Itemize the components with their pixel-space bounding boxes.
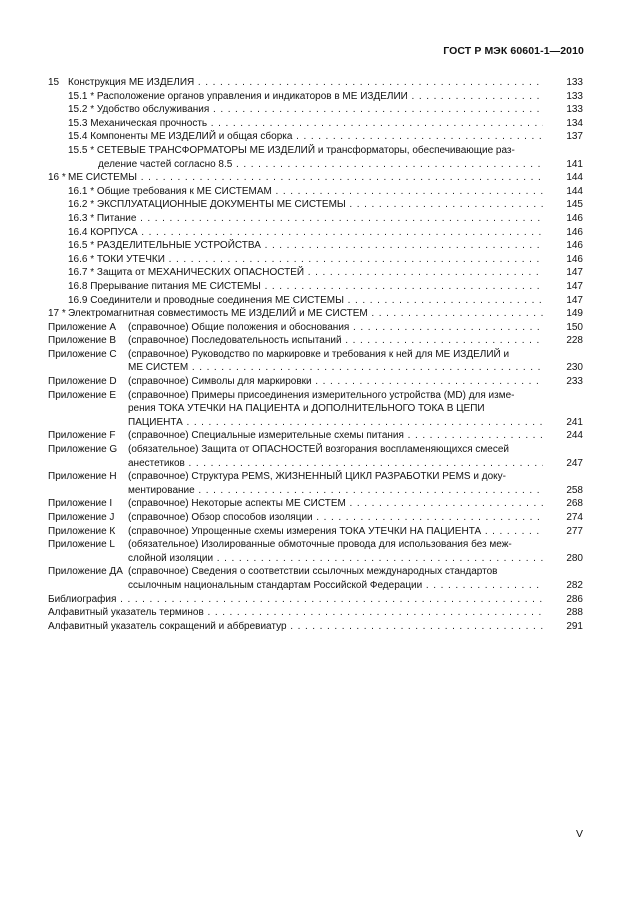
toc-entry-text: 16.1 * Общие требования к МЕ СИСТЕМАМ . . . xyxy=(48,186,543,197)
appendix-label: Приложение F xyxy=(48,430,116,442)
toc-entry-text: 16.4 КОРПУСА . . . xyxy=(48,227,543,238)
appendix-label: Приложение I xyxy=(48,498,113,510)
toc-entry xyxy=(48,117,583,131)
toc-entry-title xyxy=(48,90,543,104)
toc-entry-page: 149 xyxy=(566,308,583,320)
toc-entry xyxy=(48,130,583,144)
toc-entry-page: 147 xyxy=(566,294,583,306)
appendix-label: Приложение В xyxy=(48,335,117,347)
toc-entry-page: 146 xyxy=(566,240,583,252)
appendix-label: Приложение С xyxy=(48,348,117,360)
toc-entry-title xyxy=(48,470,543,484)
toc-entry-title xyxy=(48,185,543,199)
toc-entry xyxy=(48,321,583,335)
toc-entry xyxy=(48,348,583,362)
toc-entry-page: 277 xyxy=(566,525,583,537)
toc-entry-page: 286 xyxy=(566,593,583,605)
toc-entry-page: 228 xyxy=(566,335,583,347)
toc-entry-page: 282 xyxy=(566,579,583,591)
appendix-label: Приложение J xyxy=(48,512,115,523)
toc-entry-continuation xyxy=(48,484,583,498)
toc-entry-title xyxy=(48,538,543,552)
toc-entry-title xyxy=(48,565,543,579)
toc-entry-title xyxy=(48,171,543,185)
toc-entry xyxy=(48,103,583,117)
toc-entry-title xyxy=(48,294,543,308)
toc-entry-page: 268 xyxy=(566,498,583,510)
toc-entry-text: (справочное) Последовательность испытаний . . . xyxy=(128,335,543,346)
toc-entry-text: Конструкция МЕ ИЗДЕЛИЯ . . . xyxy=(68,77,543,88)
toc-entry-text: (обязательное) Изолированные обмоточные провода для использования без меж- xyxy=(128,539,512,551)
toc-entry-title xyxy=(48,117,543,131)
toc-entry-continuation-text xyxy=(48,457,543,471)
toc-entry-page: 146 xyxy=(566,212,583,224)
toc-entry xyxy=(48,606,583,620)
toc-entry-page: 133 xyxy=(566,90,583,102)
toc-entry-continuation xyxy=(48,158,583,172)
toc-entry-page: 150 xyxy=(566,321,583,333)
toc-entry-text-continued: ссылочным национальным стандартам Российской Федерации . . . xyxy=(48,580,543,591)
table-of-contents xyxy=(48,76,583,633)
toc-entry-text: 16.7 * Защита от МЕХАНИЧЕСКИХ ОПАСНОСТЕЙ . . . xyxy=(48,267,543,278)
toc-entry-text-continued: рения ТОКА УТЕЧКИ НА ПАЦИЕНТА и ДОПОЛНИТЕЛЬНОГО ТОКА В ЦЕПИ xyxy=(128,403,485,415)
toc-entry-text-continued: ПАЦИЕНТА . . . xyxy=(48,417,543,428)
toc-entry-page: 280 xyxy=(566,552,583,564)
document-header: ГОСТ Р МЭК 60601-1—2010 xyxy=(443,45,584,57)
toc-entry-page: 241 xyxy=(566,416,583,428)
toc-entry-continuation-text xyxy=(48,579,543,593)
appendix-label: Приложение ДА xyxy=(48,566,123,578)
appendix-label: Приложение D xyxy=(48,376,117,388)
toc-entry-title xyxy=(48,525,543,539)
toc-entry-title xyxy=(48,130,543,144)
toc-entry-title xyxy=(48,334,543,348)
toc-entry-continuation xyxy=(48,416,583,430)
toc-entry xyxy=(48,294,583,308)
toc-entry xyxy=(48,76,583,90)
toc-entry-title xyxy=(48,212,543,226)
toc-entry xyxy=(48,212,583,226)
toc-entry-text: (справочное) Сведения о соответствии ссылочных международных стандартов xyxy=(128,566,498,578)
toc-entry-title xyxy=(48,307,543,321)
toc-entry-title xyxy=(48,606,543,620)
toc-entry-page: 146 xyxy=(566,226,583,238)
toc-entry-text-continued: анестетиков . . . xyxy=(48,458,543,469)
toc-entry-text: Алфавитный указатель терминов . . . xyxy=(48,607,543,618)
toc-entry-page: 258 xyxy=(566,484,583,496)
toc-entry xyxy=(48,375,583,389)
toc-entry-text: 16.8 Прерывание питания МЕ СИСТЕМЫ . . . xyxy=(48,281,543,292)
toc-entry-text: Электромагнитная совместимость МЕ ИЗДЕЛИЙ и МЕ СИСТЕМ . . . xyxy=(68,308,543,319)
toc-entry-continuation-text xyxy=(48,402,543,416)
toc-entry xyxy=(48,389,583,403)
appendix-label: Приложение G xyxy=(48,444,118,456)
toc-entry-page: 133 xyxy=(566,104,583,116)
toc-entry-text-continued: ментирование . . . xyxy=(48,485,543,496)
toc-entry-text: (справочное) Упрощенные схемы измерения ТОКА УТЕЧКИ НА ПАЦИЕНТА . . . xyxy=(128,526,543,537)
toc-entry-title xyxy=(48,76,543,90)
toc-entry-text: 15.2 * Удобство обслуживания . . . xyxy=(48,104,543,115)
toc-entry-continuation-text xyxy=(48,361,543,375)
toc-entry-page: 247 xyxy=(566,457,583,469)
toc-entry-page: 147 xyxy=(566,280,583,292)
toc-entry-title xyxy=(48,375,543,389)
toc-entry-title xyxy=(48,253,543,267)
toc-entry-text: 16.3 * Питание . . . xyxy=(48,213,543,224)
toc-entry xyxy=(48,185,583,199)
toc-entry xyxy=(48,565,583,579)
toc-entry-page: 133 xyxy=(566,77,583,88)
toc-entry-continuation-text xyxy=(48,416,543,430)
toc-entry-number: 15 xyxy=(48,77,60,88)
toc-entry xyxy=(48,198,583,212)
toc-entry-text: (справочное) Примеры присоединения измерительного устройства (MD) для изме- xyxy=(128,389,515,401)
toc-entry-page: 146 xyxy=(566,253,583,265)
toc-entry-page: 233 xyxy=(566,376,583,388)
toc-entry xyxy=(48,497,583,511)
toc-entry-title xyxy=(48,389,543,403)
toc-entry-title xyxy=(48,198,543,212)
toc-entry-text: 16.9 Соединители и проводные соединения МЕ СИСТЕМЫ . . . xyxy=(48,295,543,306)
toc-entry-continuation xyxy=(48,579,583,593)
toc-entry xyxy=(48,593,583,607)
toc-entry-text: Алфавитный указатель сокращений и аббревиатур . . . xyxy=(48,621,543,632)
toc-entry-title xyxy=(48,620,543,634)
toc-entry xyxy=(48,429,583,443)
toc-entry xyxy=(48,470,583,484)
toc-entry-title xyxy=(48,429,543,443)
toc-entry-text: 16.5 * РАЗДЕЛИТЕЛЬНЫЕ УСТРОЙСТВА . . . xyxy=(48,240,543,251)
toc-entry-continuation xyxy=(48,361,583,375)
toc-entry-title xyxy=(48,103,543,117)
toc-entry-title xyxy=(48,144,543,158)
toc-entry-continuation-text xyxy=(48,484,543,498)
toc-entry-title xyxy=(48,348,543,362)
toc-entry xyxy=(48,620,583,634)
toc-entry-text: 15.3 Механическая прочность . . . xyxy=(48,118,543,129)
toc-entry-title xyxy=(48,266,543,280)
toc-entry-page: 230 xyxy=(566,362,583,374)
toc-entry xyxy=(48,266,583,280)
toc-entry-text-continued: слойной изоляции . . . xyxy=(48,553,543,564)
toc-entry-title xyxy=(48,497,543,511)
toc-entry-title xyxy=(48,239,543,253)
toc-entry-title xyxy=(48,280,543,294)
appendix-label: Приложение А xyxy=(48,321,117,333)
toc-entry-text: (справочное) Общие положения и обоснования . . . xyxy=(128,322,543,333)
toc-entry-number: 16 * xyxy=(48,172,66,184)
toc-entry xyxy=(48,144,583,158)
toc-entry-continuation xyxy=(48,402,583,416)
toc-entry-text: 15.5 * СЕТЕВЫЕ ТРАНСФОРМАТОРЫ МЕ ИЗДЕЛИЙ и трансформаторы, обеспечивающие раз- xyxy=(68,144,515,156)
toc-entry-text-continued: деление частей согласно 8.5 . . . xyxy=(48,159,543,170)
appendix-label: Приложение Е xyxy=(48,389,117,401)
toc-entry-text: 15.1 * Расположение органов управления и индикаторов в МЕ ИЗДЕЛИИ . . . xyxy=(48,91,543,102)
toc-entry-text: (справочное) Структура PEMS, ЖИЗНЕННЫЙ ЦИКЛ РАЗРАБОТКИ PEMS и доку- xyxy=(128,471,506,483)
toc-entry-page: 244 xyxy=(566,430,583,442)
toc-entry-title xyxy=(48,226,543,240)
toc-entry-text: 16.2 * ЭКСПЛУАТАЦИОННЫЕ ДОКУМЕНТЫ МЕ СИСТЕМЫ . . . xyxy=(48,199,543,210)
toc-entry-title xyxy=(48,443,543,457)
toc-entry xyxy=(48,226,583,240)
toc-entry xyxy=(48,443,583,457)
appendix-label: Приложение L xyxy=(48,539,115,551)
toc-entry-text: (справочное) Специальные измерительные схемы питания . . . xyxy=(128,430,543,441)
toc-entry xyxy=(48,253,583,267)
toc-entry xyxy=(48,307,583,321)
toc-entry xyxy=(48,90,583,104)
toc-entry xyxy=(48,239,583,253)
toc-entry-text: (справочное) Руководство по маркировке и требования к ней для МЕ ИЗДЕЛИЙ и xyxy=(128,348,510,360)
toc-entry-text: (справочное) Символы для маркировки . . . xyxy=(128,376,543,387)
toc-entry xyxy=(48,525,583,539)
toc-entry-continuation-text xyxy=(48,552,543,566)
toc-entry xyxy=(48,511,583,525)
toc-entry-text: (обязательное) Защита от ОПАСНОСТЕЙ возгорания воспламеняющихся смесей xyxy=(128,444,510,456)
toc-entry-text-continued: МЕ СИСТЕМ . . . xyxy=(48,362,543,373)
toc-entry-page: 145 xyxy=(566,199,583,211)
toc-entry-page: 291 xyxy=(566,620,583,632)
toc-entry-text: (справочное) Некоторые аспекты МЕ СИСТЕМ . . . xyxy=(128,498,543,509)
toc-entry-page: 141 xyxy=(566,158,583,170)
toc-entry xyxy=(48,334,583,348)
appendix-label: Приложение Н xyxy=(48,471,117,483)
toc-entry xyxy=(48,280,583,294)
toc-entry-continuation xyxy=(48,552,583,566)
toc-entry-page: 144 xyxy=(566,185,583,197)
toc-entry-page: 144 xyxy=(566,172,583,184)
toc-entry-title xyxy=(48,321,543,335)
toc-entry-page: 134 xyxy=(566,117,583,129)
toc-entry-text: 16.6 * ТОКИ УТЕЧКИ . . . xyxy=(48,254,543,265)
toc-entry-text: 15.4 Компоненты МЕ ИЗДЕЛИЙ и общая сборка . . . xyxy=(48,131,543,142)
toc-entry-continuation-text xyxy=(48,158,543,172)
toc-entry xyxy=(48,538,583,552)
toc-entry-page: 147 xyxy=(566,267,583,279)
toc-entry xyxy=(48,171,583,185)
toc-entry-title xyxy=(48,511,543,525)
toc-entry-text: Библиография . . . xyxy=(48,594,543,605)
appendix-label: Приложение К xyxy=(48,525,116,537)
toc-entry-page: 137 xyxy=(566,131,583,143)
toc-entry-title xyxy=(48,593,543,607)
toc-entry-text: (справочное) Обзор способов изоляции . . . xyxy=(128,512,543,523)
toc-entry-page: 274 xyxy=(566,512,583,523)
toc-entry-page: 288 xyxy=(566,607,583,619)
toc-entry-text: МЕ СИСТЕМЫ . . . xyxy=(68,172,543,183)
page-number: V xyxy=(575,828,583,840)
toc-entry-number: 17 * xyxy=(48,308,66,320)
toc-entry-continuation xyxy=(48,457,583,471)
